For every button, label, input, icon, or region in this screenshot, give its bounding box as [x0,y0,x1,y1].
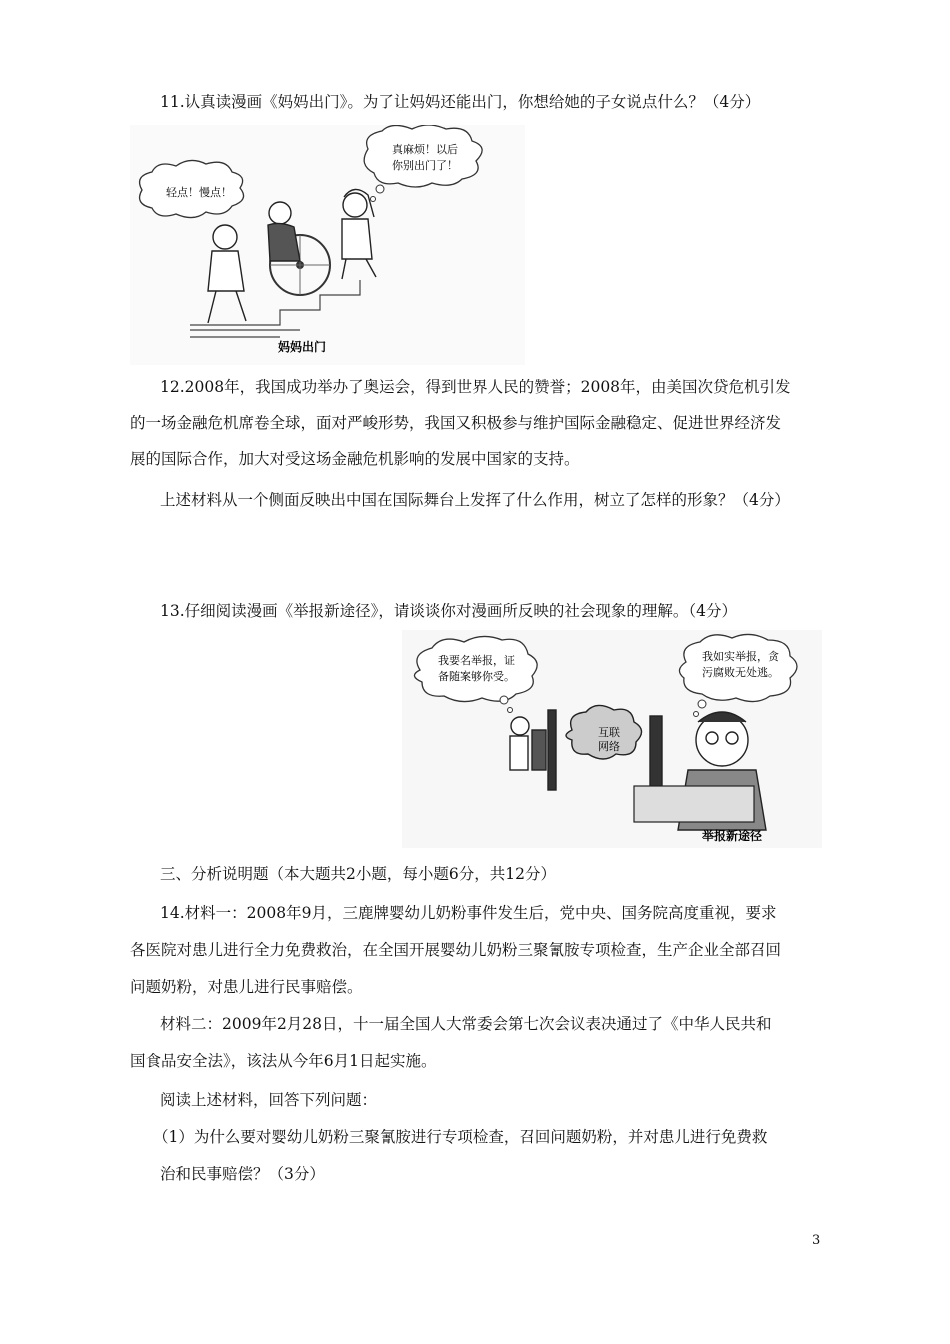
comic-caption: 妈妈出门 [278,340,327,354]
desk [634,786,754,822]
bubble-right-text-1: 真麻烦！以后 [392,143,458,156]
q12-line-2: 的一场金融危机席卷全球，面对严峻形势，我国又积极参与维护国际金融稳定、促进世界经济发 [130,414,782,432]
q13-question: 13.仔细阅读漫画《举报新途径》，请谈谈你对漫画所反映的社会现象的理解。（4分） [160,602,738,620]
bubble-right-text-2: 你别出门了！ [392,159,458,172]
q14-material1-line-1: 14.材料一：2008年9月，三鹿牌婴幼儿奶粉事件发生后，党中央、国务院高度重视，要求 [160,904,777,922]
q12-line-1: 12.2008年，我国成功举办了奥运会，得到世界人民的赞誉；2008年，由美国次贷危机引发 [160,378,791,396]
q14-instruction: 阅读上述材料，回答下列问题： [160,1091,378,1109]
bubble-right-text-1: 我如实举报，贪 [702,650,779,663]
bubble-left-text: 轻点！慢点！ [166,186,232,199]
q12-line-3: 展的国际合作，加大对受这场金融危机影响的发展中国家的支持。 [130,450,580,468]
q14-material1-line-2: 各医院对患儿进行全力免费救治，在全国开展婴幼儿奶粉三聚氰胺专项检查，生产企业全部召回 [130,941,782,959]
page-number: 3 [812,1233,821,1248]
network-label-2: 网络 [598,740,620,753]
q11-question: 11.认真读漫画《妈妈出门》。为了让妈妈还能出门，你想给她的子女说点什么？（4分） [160,93,761,111]
q14-material2-line-2: 国食品安全法》，该法从今年6月1日起实施。 [130,1052,437,1070]
comic-mother-going-out [130,125,525,365]
comic-new-reporting-way [402,630,822,848]
speech-bubble-left [414,636,537,701]
network-label-1: 互联 [598,726,620,739]
q14-sub1-line-1: （1）为什么要对婴幼儿奶粉三聚氰胺进行专项检查，召回问题奶粉，并对患儿进行免费救 [153,1128,768,1146]
bubble-left-text-2: 备随案够你受。 [438,670,515,683]
bubble-left-text-1: 我要名举报，证 [438,654,515,667]
comic-caption: 举报新途径 [702,829,763,843]
q14-material2-line-1: 材料二：2009年2月28日，十一届全国人大常委会第七次会议表决通过了《中华人民共和 [160,1015,772,1033]
q14-material1-line-3: 问题奶粉，对患儿进行民事赔偿。 [130,978,363,996]
section3-heading: 三、分析说明题（本大题共2小题，每小题6分，共12分） [160,865,556,883]
q12-question: 上述材料从一个侧面反映出中国在国际舞台上发挥了什么作用，树立了怎样的形象？（4分） [160,491,790,509]
bubble-right-text-2: 污腐败无处逃。 [702,666,779,679]
speech-bubble-right [364,125,482,187]
q14-sub1-line-2: 治和民事赔偿？（3分） [160,1165,325,1183]
